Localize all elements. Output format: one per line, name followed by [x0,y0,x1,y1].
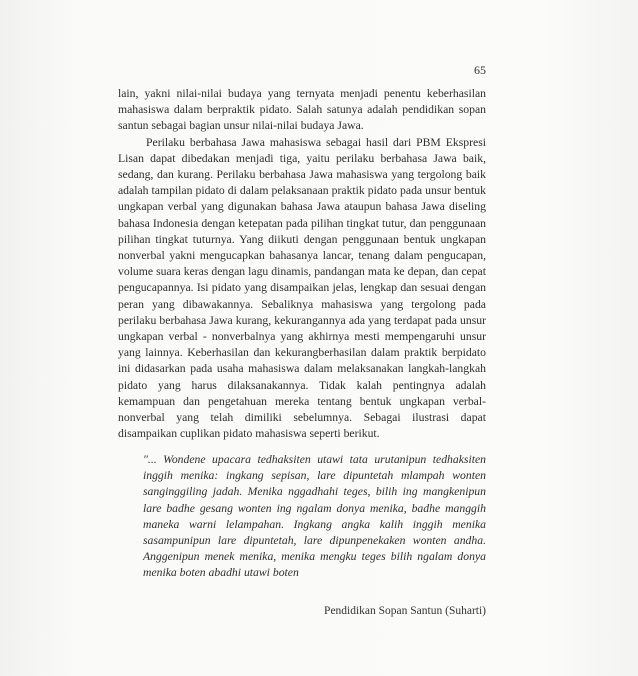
body-text [118,86,486,442]
paragraph-2: Perilaku berbahasa Jawa mahasiswa sebagai hasil dari PBM Ekspresi Lisan dapat dibedakan menjadi tiga, yaitu perilaku berbahasa Jawa baik, sedang, dan kurang. Perilaku berbahasa Jawa mahasiswa yang tergolong baik adalah tampilan pidato di dalam pelaksanaan praktik pidato pada unsur bentuk ungkapan verbal yang digunakan bahasa Jawa ataupun bahasa Jawa diseling bahasa Indonesia dengan ketepatan pada pilihan tingkat tutur, dan penggunaan pilihan tingkat tuturnya. Yang diikuti dengan penggunaan bentuk ungkapan nonverbal yakni mengucapkan bahasanya lancar, tenang dalam pengucapan, volume suara keras dengan lagu dinamis, pandangan mata ke depan, dan cepat pengucapannya. Isi pidato yang disampaikan jelas, lengkap dan sesuai dengan peran yang dibawakannya. Sebaliknya mahasiswa yang tergolong pada perilaku berbahasa Jawa kurang, kekurangannya ada yang terdapat pada unsur ungkapan verbal - nonverbalnya yang akhirnya mesti mempengaruhi unsur yang lainnya. Keberhasilan dan kekurangberhasilan dalam praktik berpidato ini didasarkan pada usaha mahasiswa dalam melaksanakan langkah-langkah pidato yang harus dilaksanakannya. Tidak kalah pentingnya adalah kemampuan dan pengetahuan mereka tentang bentuk ungkapan verbal-nonverbal yang telah dimiliki sebelumnya. Sebagai ilustrasi dapat disampaikan cuplikan pidato mahasiswa seperti berikut. [118,135,486,441]
running-footer: Pendidikan Sopan Santun (Suharti) [324,605,486,617]
block-quote: "... Wondene upacara tedhaksiten utawi tata urutanipun tedhaksiten inggih menika: ingkang sepisan, lare dipuntetah mlampah wonten sanginggiling jadah. Menika nggadhahi teges, bilih ing mangkenipun lare badhe gesang wonten ing ngalam donya menika, badhe manggih maneka warni lelampahan. Ingkang angka kalih inggih menika sasampunipun lare dipuntetah, lare dipunpenekaken wonten andha. Anggenipun menek menika, menika mengku teges bilih ngalam donya menika boten abadhi utawi boten [143,453,486,580]
paragraph-1: lain, yakni nilai-nilai budaya yang ternyata menjadi penentu keberhasilan mahasiswa dalam berpraktik pidato. Salah satunya adalah pendidikan sopan santun sebagai bagian unsur nilai-nilai budaya Jawa. [118,87,486,133]
page-number: 65 [474,63,486,77]
